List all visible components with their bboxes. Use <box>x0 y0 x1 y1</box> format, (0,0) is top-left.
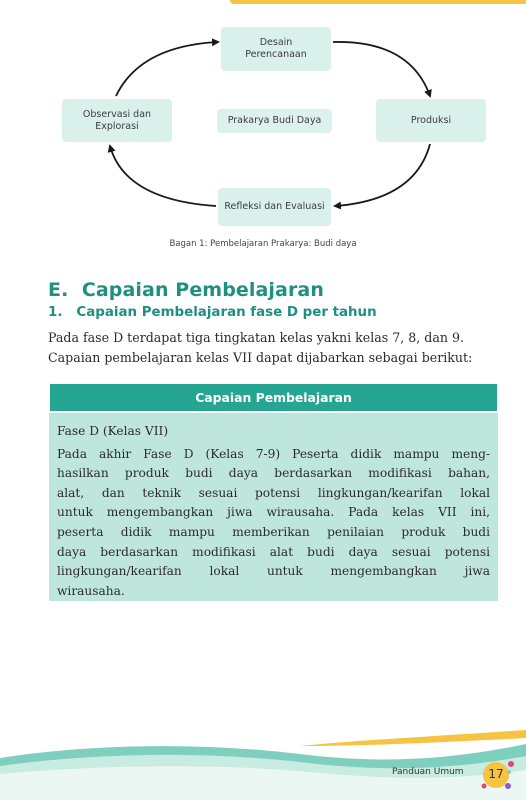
table-line: hasilkan produk budi daya berdasarkan modifikasi bahan, <box>57 466 490 481</box>
arrow-desain-to-produksi <box>333 42 430 96</box>
table-body <box>49 413 498 601</box>
table-line: alat, dan teknik sesuai potensi lingkungan/kearifan lokal <box>57 485 490 500</box>
cycle-diagram <box>0 0 526 260</box>
arrow-produksi-to-refleksi <box>335 144 430 206</box>
table-line: lingkungan/kearifan lokal untuk mengembangkan jiwa <box>57 564 490 579</box>
table-line: peserta didik mampu memberikan penilaian produk budi <box>57 524 490 539</box>
node-produksi-label: Produksi <box>410 114 452 126</box>
footer-book-title: Panduan Umum <box>392 767 464 777</box>
arrow-observasi-to-desain <box>116 42 218 96</box>
node-observasi-explorasi <box>62 99 172 142</box>
node-center-label: Prakarya Budi Daya <box>227 115 322 127</box>
intro-line: Pada fase D terdapat tiga tingkatan kelas yakni kelas 7, 8, dan 9. <box>48 330 464 345</box>
node-center-prakarya <box>217 109 332 133</box>
arrow-refleksi-to-observasi <box>110 146 216 206</box>
intro-line: Capaian pembelajaran kelas VII dapat dijabarkan sebagai berikut: <box>48 350 473 365</box>
node-desain-label: Desain Perencanaan <box>245 37 307 60</box>
intro-paragraph <box>48 328 502 368</box>
table-header <box>49 383 498 413</box>
footer-wave-decoration <box>0 730 526 800</box>
node-refleksi-label: Refleksi dan Evaluasi <box>224 201 325 213</box>
section-heading: E. Capaian Pembelajaran <box>48 279 324 301</box>
node-refleksi-evaluasi <box>218 188 331 226</box>
table-line: Pada akhir Fase D (Kelas 7-9) Peserta didik mampu meng- <box>57 446 490 461</box>
subsection-heading: 1. Capaian Pembelajaran fase D per tahun <box>48 305 377 320</box>
node-desain-perencanaan <box>221 27 331 71</box>
table-line: daya berdasarkan modifikasi alat budi daya sesuai potensi <box>57 544 490 559</box>
table-line: untuk mengembangkan jiwa wirausaha. Pada kelas VII ini, <box>57 505 490 520</box>
table-line: wirausaha. <box>57 583 125 598</box>
node-observasi-label: Observasi dan Explorasi <box>82 108 152 132</box>
table-header-label: Capaian Pembelajaran <box>195 390 352 405</box>
diagram-caption: Bagan 1: Pembelajaran Prakarya: Budi daya <box>169 239 357 249</box>
node-produksi <box>376 99 486 142</box>
page-number: 17 <box>488 767 504 781</box>
table-paragraph <box>57 445 490 602</box>
capaian-table <box>49 383 498 601</box>
phase-label: Fase D (Kelas VII) <box>57 424 169 438</box>
